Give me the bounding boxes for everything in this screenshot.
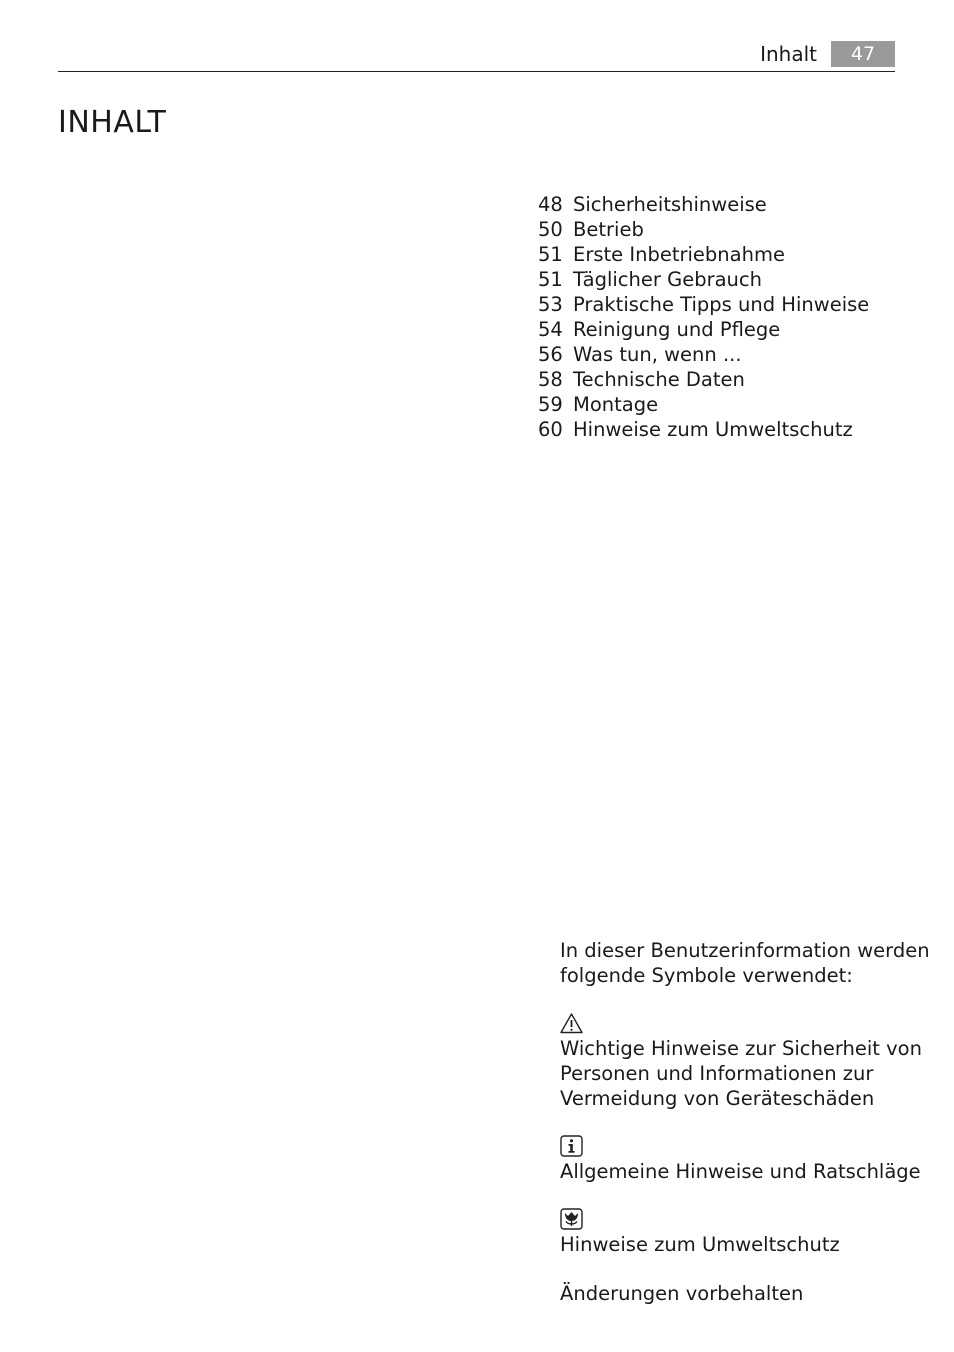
legend-text: Hinweise zum Umweltschutz bbox=[560, 1233, 840, 1256]
legend-text: Personen und Informationen zur bbox=[560, 1062, 874, 1085]
toc-label: Erste Inbetriebnahme bbox=[573, 243, 785, 266]
legend-intro-line: folgende Symbole verwendet: bbox=[560, 964, 853, 987]
toc-page-number: 59 bbox=[538, 393, 563, 416]
environment-flower-icon bbox=[560, 1208, 583, 1230]
symbol-legend bbox=[560, 938, 940, 1306]
toc-item[interactable] bbox=[538, 242, 869, 267]
toc-page-number: 51 bbox=[538, 268, 563, 291]
toc-page-number: 58 bbox=[538, 368, 563, 391]
header-section-label: Inhalt bbox=[760, 42, 817, 66]
toc-item[interactable] bbox=[538, 267, 869, 292]
toc-label: Praktische Tipps und Hinweise bbox=[573, 293, 870, 316]
toc-item[interactable] bbox=[538, 217, 869, 242]
page-number-badge: 47 bbox=[831, 41, 895, 67]
warning-triangle-icon bbox=[560, 1012, 583, 1034]
toc-label: Hinweise zum Umweltschutz bbox=[573, 418, 853, 441]
legend-text: Wichtige Hinweise zur Sicherheit von bbox=[560, 1037, 922, 1060]
legend-environment bbox=[560, 1208, 940, 1257]
legend-intro-line: In dieser Benutzerinformation werden bbox=[560, 939, 930, 962]
legend-text: Allgemeine Hinweise und Ratschläge bbox=[560, 1160, 921, 1183]
toc-item[interactable] bbox=[538, 292, 869, 317]
toc-label: Was tun, wenn ... bbox=[573, 343, 742, 366]
page-title: INHALT bbox=[58, 105, 167, 140]
toc-page-number: 53 bbox=[538, 293, 563, 316]
toc-item[interactable] bbox=[538, 417, 869, 442]
toc-page-number: 48 bbox=[538, 193, 563, 216]
toc-item[interactable] bbox=[538, 367, 869, 392]
legend-intro bbox=[560, 938, 940, 988]
toc-label: Betrieb bbox=[573, 218, 644, 241]
toc-item[interactable] bbox=[538, 342, 869, 367]
toc-page-number: 51 bbox=[538, 243, 563, 266]
toc-item[interactable] bbox=[538, 392, 869, 417]
toc-page-number: 56 bbox=[538, 343, 563, 366]
toc-label: Täglicher Gebrauch bbox=[573, 268, 762, 291]
legend-warning bbox=[560, 1012, 940, 1111]
toc-label: Montage bbox=[573, 393, 659, 416]
toc-item[interactable] bbox=[538, 192, 869, 217]
toc-item[interactable] bbox=[538, 317, 869, 342]
toc-page-number: 54 bbox=[538, 318, 563, 341]
toc-page-number: 50 bbox=[538, 218, 563, 241]
toc-page-number: 60 bbox=[538, 418, 563, 441]
info-icon bbox=[560, 1135, 583, 1157]
toc-label: Reinigung und Pflege bbox=[573, 318, 781, 341]
legend-text: Vermeidung von Geräteschäden bbox=[560, 1087, 875, 1110]
footer-note: Änderungen vorbehalten bbox=[560, 1282, 804, 1305]
header-divider bbox=[58, 71, 895, 72]
table-of-contents bbox=[538, 192, 869, 442]
legend-info bbox=[560, 1135, 940, 1184]
toc-label: Technische Daten bbox=[573, 368, 745, 391]
toc-label: Sicherheitshinweise bbox=[573, 193, 767, 216]
